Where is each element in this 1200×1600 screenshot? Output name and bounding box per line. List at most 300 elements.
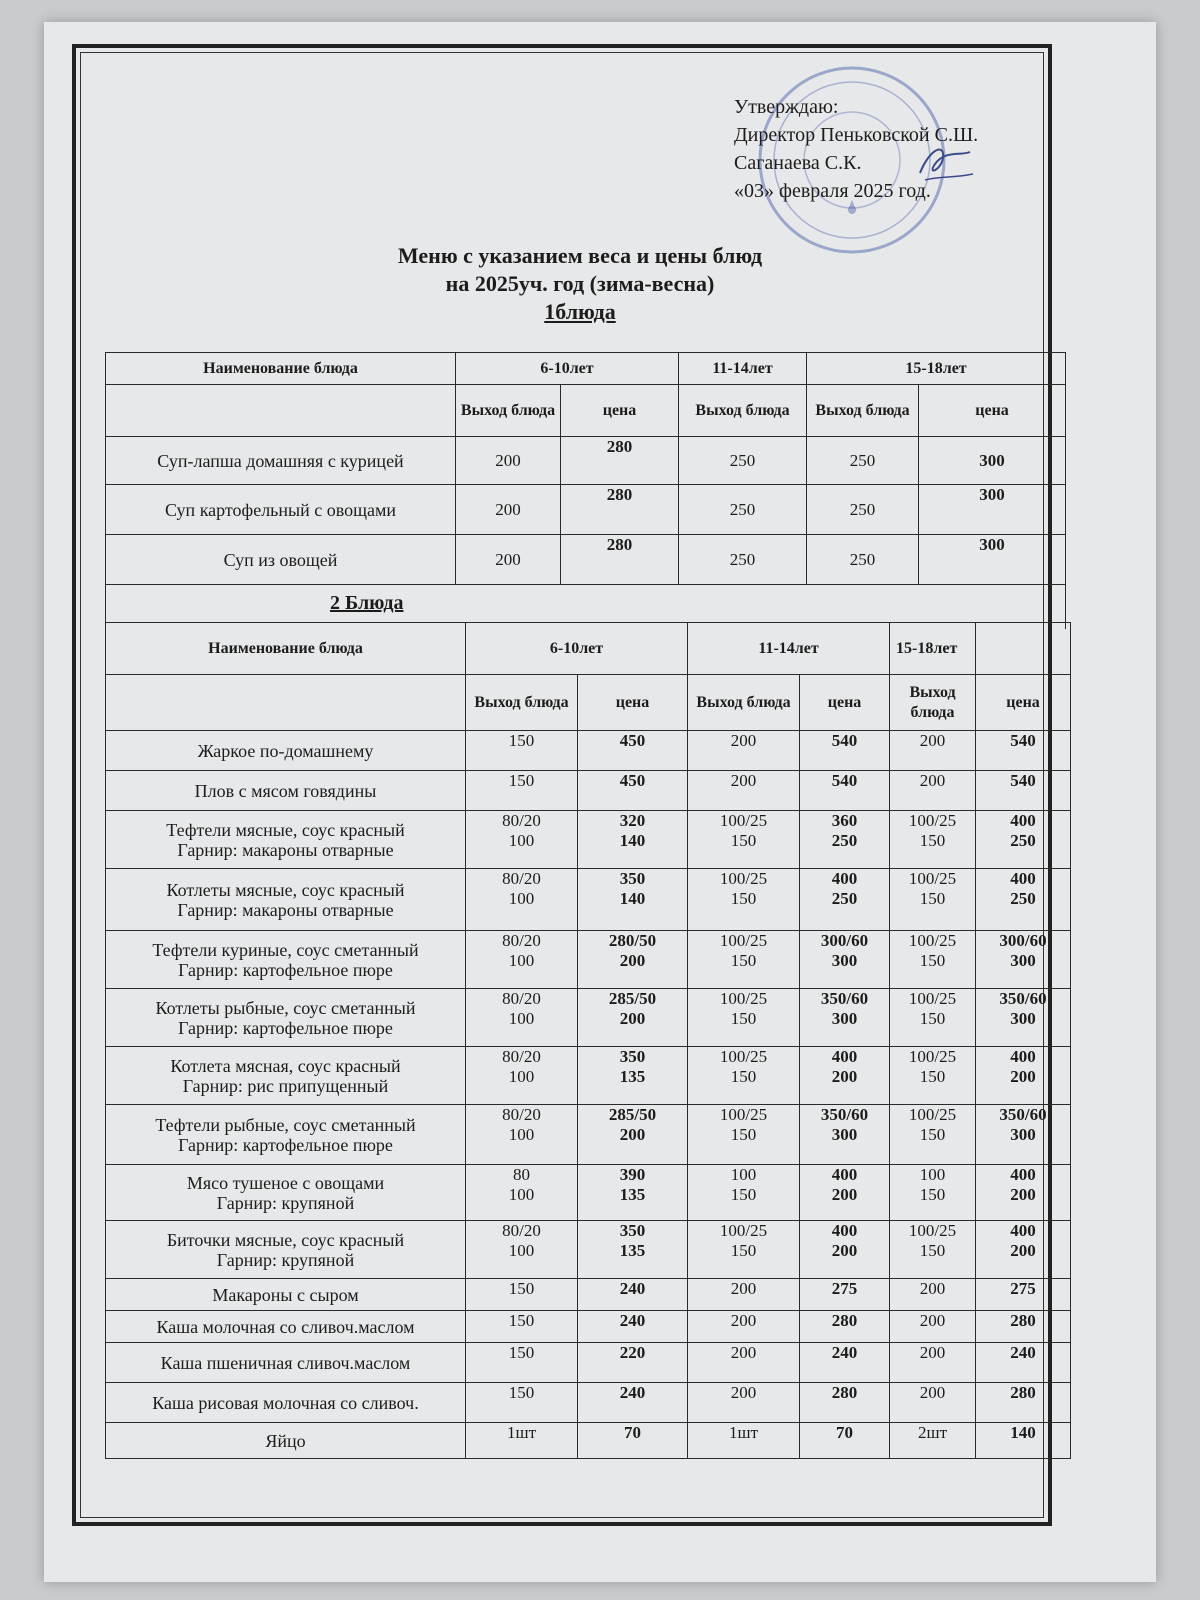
cell-value: 400 — [1010, 1165, 1036, 1184]
price-cell: 280 — [561, 535, 679, 585]
output-cell — [466, 1423, 578, 1459]
output-cell — [688, 1279, 800, 1311]
price-cell — [578, 931, 688, 989]
price-cell — [976, 1165, 1071, 1221]
cell-value: 400 — [831, 1165, 858, 1184]
cell-value: 100/25 — [719, 989, 768, 1008]
cell-value-2: 150 — [730, 831, 757, 850]
price-cell — [578, 1105, 688, 1165]
dish-name — [106, 1383, 466, 1423]
dish-name-line: Каша рисовая молочная со сливоч. — [152, 1392, 419, 1413]
cell-value-2: 100 — [508, 831, 535, 850]
cell-value-2: 150 — [730, 1125, 757, 1144]
output-cell — [688, 931, 800, 989]
cell-value-2: 300 — [831, 1125, 858, 1144]
output-cell — [890, 1279, 976, 1311]
cell-value: 400 — [1010, 1221, 1036, 1240]
output-cell: 250 — [807, 437, 919, 485]
price-cell — [800, 1343, 890, 1383]
cell-value: 80/20 — [502, 931, 541, 950]
cell-value-2: 100 — [508, 1009, 535, 1028]
subheader-output: Выход блюда — [466, 675, 578, 731]
dish-name — [106, 811, 466, 869]
cell-value-2: 300 — [831, 951, 858, 970]
subheader-output: Выход блюда — [456, 385, 561, 437]
output-cell — [466, 1279, 578, 1311]
output-cell — [466, 1221, 578, 1279]
output-cell: 200 — [456, 485, 561, 535]
cell-value: 2шт — [918, 1423, 948, 1442]
dish-name — [106, 869, 466, 931]
garnish-line: Гарнир: картофельное пюре — [178, 959, 393, 980]
garnish-line: Гарнир: макароны отварные — [177, 839, 394, 860]
dish-name-line: Жаркое по-домашнему — [197, 740, 374, 761]
price-cell — [578, 1221, 688, 1279]
price-cell — [578, 869, 688, 931]
output-cell — [688, 1423, 800, 1459]
price-cell — [976, 1343, 1071, 1383]
dish-name-line: Мясо тушеное с овощами — [186, 1172, 385, 1193]
price-cell — [800, 1311, 890, 1343]
cell-value: 200 — [730, 771, 757, 790]
table-row — [106, 1221, 1071, 1279]
output-cell — [466, 931, 578, 989]
price-cell — [578, 771, 688, 811]
output-cell — [466, 1105, 578, 1165]
price-cell — [578, 989, 688, 1047]
cell-value: 240 — [619, 1279, 646, 1298]
cell-value: 540 — [831, 771, 858, 790]
price-cell — [800, 931, 890, 989]
cell-value: 200 — [919, 731, 946, 750]
title-line-1: Меню с указанием веса и цены блюд — [397, 243, 763, 268]
price-cell: 300 — [919, 485, 1066, 535]
cell-value-2: 150 — [919, 889, 946, 908]
output-cell — [466, 771, 578, 811]
cell-value: 200 — [730, 1343, 757, 1362]
price-cell — [800, 869, 890, 931]
price-cell — [976, 1047, 1071, 1105]
cell-value-2: 200 — [619, 951, 646, 970]
cell-value-2: 100 — [508, 1241, 535, 1260]
cell-value: 100/25 — [908, 1221, 957, 1240]
cell-value-2: 200 — [831, 1241, 858, 1260]
cell-value: 200 — [919, 771, 946, 790]
dish-name: Суп-лапша домашняя с курицей — [106, 437, 456, 485]
output-cell — [688, 989, 800, 1047]
dish-name-line: Тефтели мясные, соус красный — [166, 819, 405, 840]
output-cell: 200 — [456, 437, 561, 485]
cell-value: 70 — [836, 1423, 854, 1442]
cell-value: 150 — [508, 1279, 535, 1298]
cell-value: 350/60 — [820, 1105, 869, 1124]
dish-name: Суп картофельный с овощами — [106, 485, 456, 535]
cell-value: 280 — [1010, 1311, 1036, 1330]
price-cell — [800, 811, 890, 869]
output-cell — [688, 1165, 800, 1221]
dish-name — [106, 931, 466, 989]
output-cell — [890, 1165, 976, 1221]
table-row — [106, 485, 1066, 535]
table-row — [106, 1047, 1071, 1105]
cell-value: 150 — [508, 771, 535, 790]
output-cell — [466, 1311, 578, 1343]
price-cell — [976, 1105, 1071, 1165]
cell-value-2: 200 — [831, 1185, 858, 1204]
subheader-output: Выход блюда — [688, 675, 800, 731]
cell-value: 400 — [831, 1047, 858, 1066]
cell-value: 140 — [1010, 1423, 1036, 1442]
cell-value: 150 — [508, 731, 535, 750]
cell-value: 280 — [831, 1311, 858, 1330]
cell-value: 275 — [1010, 1279, 1036, 1298]
approval-block — [734, 93, 978, 205]
table-row — [106, 989, 1071, 1047]
first-course-table — [105, 352, 1066, 629]
subheader-price: цена — [561, 385, 679, 437]
cell-value-2: 200 — [1010, 1185, 1036, 1204]
cell-value: 400 — [1010, 811, 1036, 830]
output-cell: 250 — [807, 535, 919, 585]
output-cell — [688, 811, 800, 869]
output-cell — [466, 1343, 578, 1383]
cell-value: 240 — [1010, 1343, 1036, 1362]
cell-value: 540 — [831, 731, 858, 750]
cell-value-2: 100 — [508, 1185, 535, 1204]
header-age-6-10: 6-10лет — [456, 353, 679, 385]
price-cell: 280 — [561, 485, 679, 535]
cell-value: 300/60 — [820, 931, 869, 950]
output-cell — [688, 1047, 800, 1105]
cell-value: 350 — [619, 869, 646, 888]
cell-value-2: 150 — [919, 1067, 946, 1086]
cell-value: 390 — [619, 1165, 646, 1184]
price-cell — [976, 1423, 1071, 1459]
output-cell — [890, 1343, 976, 1383]
price-cell — [800, 1279, 890, 1311]
cell-value: 280/50 — [608, 931, 657, 950]
title-line-2: на 2025уч. год (зима-весна) — [445, 271, 715, 296]
cell-value: 400 — [831, 869, 858, 888]
price-cell: 300 — [919, 535, 1066, 585]
cell-value-2: 300 — [831, 1009, 858, 1028]
cell-value: 100/25 — [719, 1047, 768, 1066]
cell-value-2: 200 — [619, 1125, 646, 1144]
price-cell — [800, 1047, 890, 1105]
subheader-output: Выход блюда — [807, 385, 919, 437]
header-dish-name: Наименование блюда — [106, 623, 466, 675]
dish-name — [106, 1105, 466, 1165]
cell-value: 80/20 — [502, 1105, 541, 1124]
cell-value: 200 — [919, 1383, 946, 1402]
output-cell — [688, 1311, 800, 1343]
dish-name-line: Тефтели рыбные, соус сметанный — [155, 1114, 416, 1135]
output-cell — [890, 931, 976, 989]
output-cell — [890, 989, 976, 1047]
cell-value: 100 — [730, 1165, 757, 1184]
header-dish-name: Наименование блюда — [106, 353, 456, 385]
price-cell — [578, 1279, 688, 1311]
price-cell — [800, 1383, 890, 1423]
table-row — [106, 811, 1071, 869]
cell-value-2: 300 — [1010, 1125, 1036, 1144]
cell-value: 80 — [513, 1165, 530, 1184]
dish-name-line: Яйцо — [265, 1430, 306, 1451]
price-cell — [976, 1383, 1071, 1423]
output-cell — [688, 771, 800, 811]
output-cell — [466, 1047, 578, 1105]
cell-value-2: 150 — [730, 889, 757, 908]
price-cell — [578, 1383, 688, 1423]
cell-value: 80/20 — [502, 869, 541, 888]
header-age-15-18: 15-18лет — [890, 623, 976, 675]
price-cell — [800, 771, 890, 811]
output-cell — [688, 1383, 800, 1423]
cell-value: 150 — [508, 1343, 535, 1362]
cell-value-2: 300 — [1010, 951, 1036, 970]
price-cell — [976, 1221, 1071, 1279]
cell-value: 350/60 — [999, 989, 1047, 1008]
cell-value: 450 — [619, 731, 646, 750]
output-cell: 200 — [456, 535, 561, 585]
dish-name-line: Котлеты рыбные, соус сметанный — [155, 997, 416, 1018]
subheader-price: цена — [578, 675, 688, 731]
output-cell — [466, 989, 578, 1047]
price-cell — [800, 1165, 890, 1221]
table-row — [106, 1311, 1071, 1343]
price-cell — [578, 1311, 688, 1343]
header-age-11-14: 11-14лет — [688, 623, 890, 675]
price-cell — [800, 731, 890, 771]
table-row — [106, 1383, 1071, 1423]
second-course-body — [106, 731, 1071, 1459]
price-cell — [976, 771, 1071, 811]
output-cell — [688, 869, 800, 931]
cell-value-2: 150 — [919, 951, 946, 970]
cell-value: 70 — [624, 1423, 641, 1442]
price-cell — [976, 989, 1071, 1047]
cell-value-2: 150 — [730, 1067, 757, 1086]
header-age-11-14: 11-14лет — [679, 353, 807, 385]
cell-value-2: 300 — [1010, 1009, 1036, 1028]
cell-value: 350 — [619, 1047, 646, 1066]
cell-value-2: 100 — [508, 1067, 535, 1086]
dish-name-line: Тефтели куриные, соус сметанный — [152, 939, 419, 960]
cell-value-2: 135 — [619, 1241, 646, 1260]
cell-value: 350/60 — [820, 989, 869, 1008]
section-1-title: 1блюда — [544, 299, 616, 324]
price-cell — [800, 1423, 890, 1459]
cell-value: 100/25 — [908, 931, 957, 950]
header-age-15-18: 15-18лет — [807, 353, 1066, 385]
dish-name-line: Котлеты мясные, соус красный — [166, 879, 405, 900]
cell-value-2: 200 — [1010, 1241, 1036, 1260]
cell-value: 360 — [831, 811, 858, 830]
table-row — [106, 437, 1066, 485]
cell-value-2: 200 — [831, 1067, 858, 1086]
cell-value-2: 140 — [619, 889, 646, 908]
cell-value: 275 — [831, 1279, 858, 1298]
price-cell — [578, 1423, 688, 1459]
cell-value: 350 — [619, 1221, 646, 1240]
dish-name — [106, 1047, 466, 1105]
subheader-price: цена — [976, 675, 1071, 731]
cell-value-2: 150 — [919, 831, 946, 850]
cell-value-2: 150 — [919, 1185, 946, 1204]
cell-value: 280 — [1010, 1383, 1036, 1402]
price-cell — [578, 1343, 688, 1383]
approval-person: Саганаева С.К. — [734, 152, 862, 174]
cell-value: 80/20 — [502, 811, 541, 830]
output-cell: 250 — [679, 535, 807, 585]
price-cell — [976, 811, 1071, 869]
table-row — [106, 869, 1071, 931]
cell-value: 280 — [831, 1383, 858, 1402]
output-cell — [890, 1311, 976, 1343]
dish-name-line: Котлета мясная, соус красный — [170, 1055, 401, 1076]
dish-name-line: Каша пшеничная сливоч.маслом — [160, 1352, 411, 1373]
cell-value: 100/25 — [908, 1105, 957, 1124]
cell-value: 80/20 — [502, 989, 541, 1008]
dish-name — [106, 1423, 466, 1459]
price-cell — [578, 1047, 688, 1105]
cell-value-2: 150 — [730, 951, 757, 970]
cell-value-2: 100 — [508, 1125, 535, 1144]
cell-value: 400 — [1010, 1047, 1036, 1066]
output-cell — [890, 1423, 976, 1459]
output-cell: 250 — [679, 437, 807, 485]
cell-value-2: 250 — [831, 831, 858, 850]
table-row — [106, 535, 1066, 585]
cell-value: 200 — [730, 1311, 757, 1330]
dish-name-line: Плов с мясом говядины — [194, 780, 377, 801]
output-cell: 250 — [679, 485, 807, 535]
cell-value: 100/25 — [908, 989, 957, 1008]
price-cell: 300 — [919, 437, 1066, 485]
cell-value: 540 — [1010, 771, 1036, 790]
cell-value: 100 — [919, 1165, 946, 1184]
cell-value: 200 — [919, 1311, 946, 1330]
dish-name — [106, 1165, 466, 1221]
cell-value-2: 200 — [619, 1009, 646, 1028]
cell-value: 200 — [919, 1279, 946, 1298]
dish-name — [106, 771, 466, 811]
cell-value-2: 150 — [919, 1009, 946, 1028]
output-cell — [466, 1383, 578, 1423]
cell-value: 285/50 — [608, 1105, 657, 1124]
garnish-line: Гарнир: рис припущенный — [182, 1075, 389, 1096]
subheader-price: цена — [919, 385, 1066, 437]
cell-value-2: 150 — [730, 1009, 757, 1028]
cell-value: 200 — [919, 1343, 946, 1362]
price-cell — [578, 731, 688, 771]
cell-value: 100/25 — [719, 869, 768, 888]
output-cell — [466, 1165, 578, 1221]
cell-value: 240 — [831, 1343, 858, 1362]
garnish-line: Гарнир: картофельное пюре — [178, 1017, 393, 1038]
table-row — [106, 771, 1071, 811]
garnish-line: Гарнир: крупяной — [216, 1249, 355, 1270]
price-cell — [800, 1221, 890, 1279]
output-cell — [890, 1221, 976, 1279]
dish-name-line: Макароны с сыром — [212, 1284, 359, 1305]
dish-name — [106, 1311, 466, 1343]
approval-director: Директор Пеньковской С.Ш. — [734, 124, 979, 146]
cell-value: 400 — [1010, 869, 1036, 888]
garnish-line: Гарнир: макароны отварные — [177, 899, 394, 920]
output-cell — [890, 731, 976, 771]
cell-value: 100/25 — [719, 811, 768, 830]
output-cell — [688, 1105, 800, 1165]
cell-value: 100/25 — [719, 1221, 768, 1240]
cell-value: 240 — [619, 1311, 646, 1330]
approval-heading: Утверждаю: — [734, 96, 839, 118]
cell-value-2: 140 — [619, 831, 646, 850]
cell-value-2: 150 — [730, 1241, 757, 1260]
output-cell — [466, 869, 578, 931]
cell-value: 80/20 — [502, 1221, 541, 1240]
cell-value: 540 — [1010, 731, 1036, 750]
output-cell — [688, 731, 800, 771]
price-cell: 280 — [561, 437, 679, 485]
cell-value: 240 — [619, 1383, 646, 1402]
cell-value-2: 135 — [619, 1067, 646, 1086]
dish-name — [106, 731, 466, 771]
table-row — [106, 931, 1071, 989]
cell-value: 220 — [619, 1343, 646, 1362]
cell-value: 100/25 — [908, 869, 957, 888]
dish-name — [106, 1221, 466, 1279]
cell-value-2: 100 — [508, 951, 535, 970]
price-cell — [976, 731, 1071, 771]
table-row — [106, 1343, 1071, 1383]
dish-name — [106, 1343, 466, 1383]
document-title — [230, 242, 930, 326]
cell-value: 100/25 — [719, 1105, 768, 1124]
table-row — [106, 1105, 1071, 1165]
output-cell — [890, 1105, 976, 1165]
cell-value-2: 100 — [508, 889, 535, 908]
output-cell — [890, 1383, 976, 1423]
cell-value: 100/25 — [719, 931, 768, 950]
price-cell — [800, 989, 890, 1047]
cell-value: 80/20 — [502, 1047, 541, 1066]
cell-value: 400 — [831, 1221, 858, 1240]
cell-value-2: 200 — [1010, 1067, 1036, 1086]
price-cell — [578, 811, 688, 869]
subheader-price: цена — [800, 675, 890, 731]
cell-value-2: 250 — [1010, 831, 1036, 850]
table-row — [106, 1423, 1071, 1459]
output-cell — [890, 1047, 976, 1105]
table-row — [106, 1165, 1071, 1221]
garnish-line: Гарнир: картофельное пюре — [178, 1134, 393, 1155]
cell-value: 450 — [619, 771, 646, 790]
cell-value: 200 — [730, 731, 757, 750]
cell-value: 100/25 — [908, 1047, 957, 1066]
cell-value-2: 150 — [919, 1125, 946, 1144]
price-cell — [976, 869, 1071, 931]
dish-name-line: Биточки мясные, соус красный — [166, 1229, 405, 1250]
cell-value: 200 — [730, 1279, 757, 1298]
cell-value: 150 — [508, 1311, 535, 1330]
dish-name — [106, 989, 466, 1047]
header-age-6-10: 6-10лет — [466, 623, 688, 675]
dish-name-line: Каша молочная со сливоч.маслом — [156, 1316, 415, 1337]
cell-value-2: 150 — [730, 1185, 757, 1204]
cell-value: 100/25 — [908, 811, 957, 830]
dish-name: Суп из овощей — [106, 535, 456, 585]
